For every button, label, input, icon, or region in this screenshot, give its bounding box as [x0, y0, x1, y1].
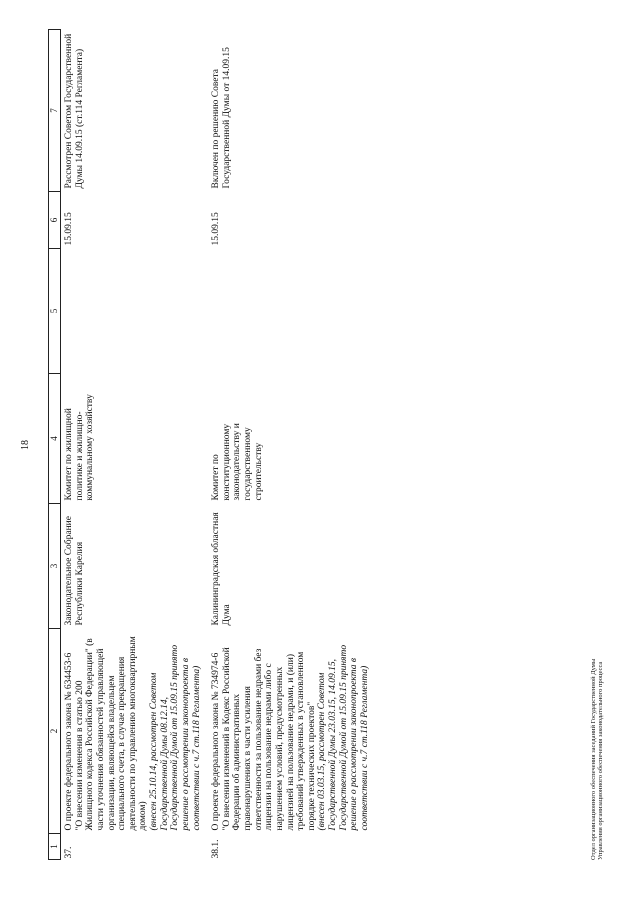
bill-title: О проекте федерального закона № 634453-6	[64, 652, 74, 831]
column-header: 4	[49, 374, 61, 504]
date-cell: 15.09.15	[64, 212, 74, 246]
bill-cell	[208, 629, 376, 834]
bill-note: (внесен 03.03.15, рассмотрен Советом Государственной Думы 23.03.15, 14.09.15, Государственной Думой от 15.09.15 принято решение о рассмотрении законопроекта в соответствии с ч.7 ст.118 Регламента)	[317, 644, 370, 831]
bill-text: "О внесении изменения в статью 200 Жилищного кодекса Российской Федерации" (в части уточнения обязанностей управляющей организации, являющейся владельцем специального счета, в случае прекращения деятельности по управлению многоквартирным домом)	[74, 636, 149, 831]
committee-cell: Комитет по конституционному законодательству и государственному строительству	[211, 423, 264, 501]
footer-line-2: Управления организационного обеспечения законодательного процесса	[597, 661, 605, 860]
date-cell: 15.09.15	[211, 212, 222, 246]
column-header: 6	[49, 192, 61, 249]
row-number: 38.1.	[211, 839, 222, 859]
column-header: 5	[49, 249, 61, 374]
footer-line-1: Отдел организационного обеспечения заседаний Государственной Думы	[590, 658, 597, 860]
bill-text: "О внесении изменений в Кодекс Российской Федерации об административных правонарушениях в части усиления ответственности за пользование недрами без лицензии на пользование недрами либо с нарушением условий, предусмотренных лицензией на пользование недрами, и (или) требований утвержденных в установленном порядке технических проектов"	[221, 647, 317, 831]
rotated-page	[20, 10, 620, 880]
column-5-cell	[208, 249, 376, 374]
column-number-row	[49, 30, 61, 860]
initiator-cell: Законодательное Собрание Республики Карелия	[64, 516, 85, 626]
column-header: 1	[49, 834, 61, 860]
footer	[590, 659, 605, 860]
row-number: 37.	[64, 846, 74, 859]
bill-note: (внесен 25.10.14, рассмотрен Советом Государственной Думы 08.12.14, Государственной Думой от 15.09.15 принято решение о рассмотрении законопроекта в соответствии с ч.7 ст.118 Регламента)	[149, 644, 202, 831]
bill-title: О проекте федерального закона № 734974-6	[211, 652, 222, 831]
column-header: 3	[49, 504, 61, 629]
table-row	[208, 30, 376, 860]
initiator-cell: Калининградская областная Дума	[211, 512, 232, 626]
bills-table	[48, 29, 377, 860]
committee-cell: Комитет по жилищной политике и жилищно-коммунальному хозяйству	[64, 394, 96, 501]
status-cell: Включен по решению Совета Государственной Думы от 14.09.15	[211, 47, 232, 189]
column-header: 7	[49, 30, 61, 192]
bill-cell	[61, 629, 209, 834]
page-number: 18	[20, 440, 31, 450]
table-row	[61, 30, 209, 860]
status-cell: Рассмотрен Советом Государственной Думы 14.09.15 (ст.114 Регламента)	[64, 33, 85, 189]
column-header: 2	[49, 629, 61, 834]
column-5-cell	[61, 249, 209, 374]
